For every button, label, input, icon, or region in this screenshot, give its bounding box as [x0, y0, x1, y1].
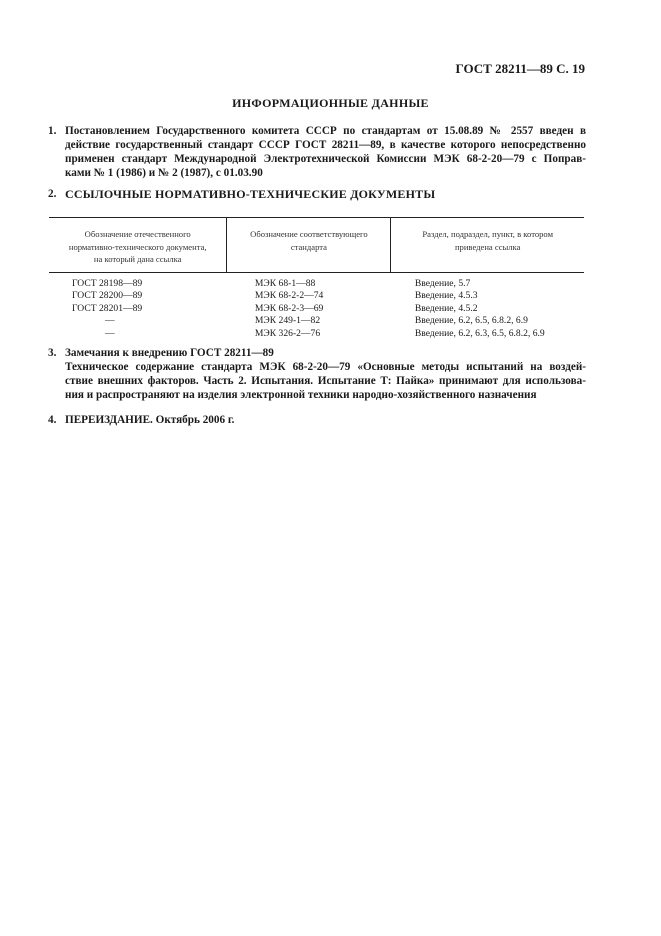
- item-number: 1.: [48, 125, 57, 137]
- text-line: Техническое содержание стандарта МЭК 68-2-20—79 «Основные методы испытаний на воздей-: [65, 361, 586, 373]
- item-number: 4.: [48, 414, 57, 426]
- text-line: ствие внешних факторов. Часть 2. Испытания. Испытание Т: Пайка» принимают для использова-: [65, 375, 586, 387]
- domestic-document-cell: ГОСТ 28198—89 ГОСТ 28200—89 ГОСТ 28201—89 — —: [72, 277, 143, 339]
- text-line: действие государственный стандарт СССР ГОСТ 28211—89, в качестве которого непосредственно: [65, 139, 586, 151]
- page-reference: ГОСТ 28211—89 С. 19: [455, 61, 585, 76]
- info-item-2: [48, 187, 586, 201]
- item-number: 3.: [48, 347, 57, 359]
- text-line: ния и распространяют на изделия электронной техники народно-хозяйственного назначения: [65, 389, 537, 401]
- text-line: Замечания к внедрению ГОСТ 28211—89: [65, 347, 274, 359]
- reference-documents-table: [49, 217, 584, 340]
- header-domestic-document: Обозначение отечественного нормативно-технического документа, на который дана ссылка: [49, 218, 227, 273]
- table-header-row: [49, 218, 584, 273]
- item-text: ПЕРЕИЗДАНИЕ. Октябрь 2006 г.: [65, 414, 235, 426]
- text-line: применен стандарт Международной Электротехнической Комиссии МЭК 68-2-20—79 с Поправ-: [65, 153, 586, 165]
- section-reference-cell: Введение, 5.7 Введение, 4.5.3 Введение, 4.5.2 Введение, 6.2, 6.5, 6.8.2, 6.9 Введение, 6.2, 6.3, 6.5, 6.8.2, 6.9: [414, 277, 545, 339]
- info-item-1: [48, 124, 586, 180]
- info-item-4: [48, 413, 586, 427]
- header-corresponding-standard: Обозначение соответствующего стандарта: [227, 218, 391, 273]
- table-row: [49, 272, 584, 340]
- item-number: 2.: [48, 188, 57, 200]
- info-item-3: [48, 346, 586, 402]
- text-line: ками № 1 (1986) и № 2 (1987), с 01.03.90: [65, 167, 263, 179]
- item-text: [65, 124, 586, 180]
- text-line: Постановлением Государственного комитета СССР по стандартам от 15.08.89 № 2557 введен в: [65, 125, 586, 137]
- item-heading: ССЫЛОЧНЫЕ НОРМАТИВНО-ТЕХНИЧЕСКИЕ ДОКУМЕНТЫ: [65, 187, 436, 201]
- header-section-reference: Раздел, подраздел, пункт, в котором приведена ссылка: [391, 218, 584, 273]
- item-text: [65, 346, 586, 402]
- document-title: ИНФОРМАЦИОННЫЕ ДАННЫЕ: [232, 96, 429, 110]
- corresponding-standard-cell: МЭК 68-1—88 МЭК 68-2-2—74 МЭК 68-2-3—69 МЭК 249-1—82 МЭК 326-2—76: [254, 277, 324, 339]
